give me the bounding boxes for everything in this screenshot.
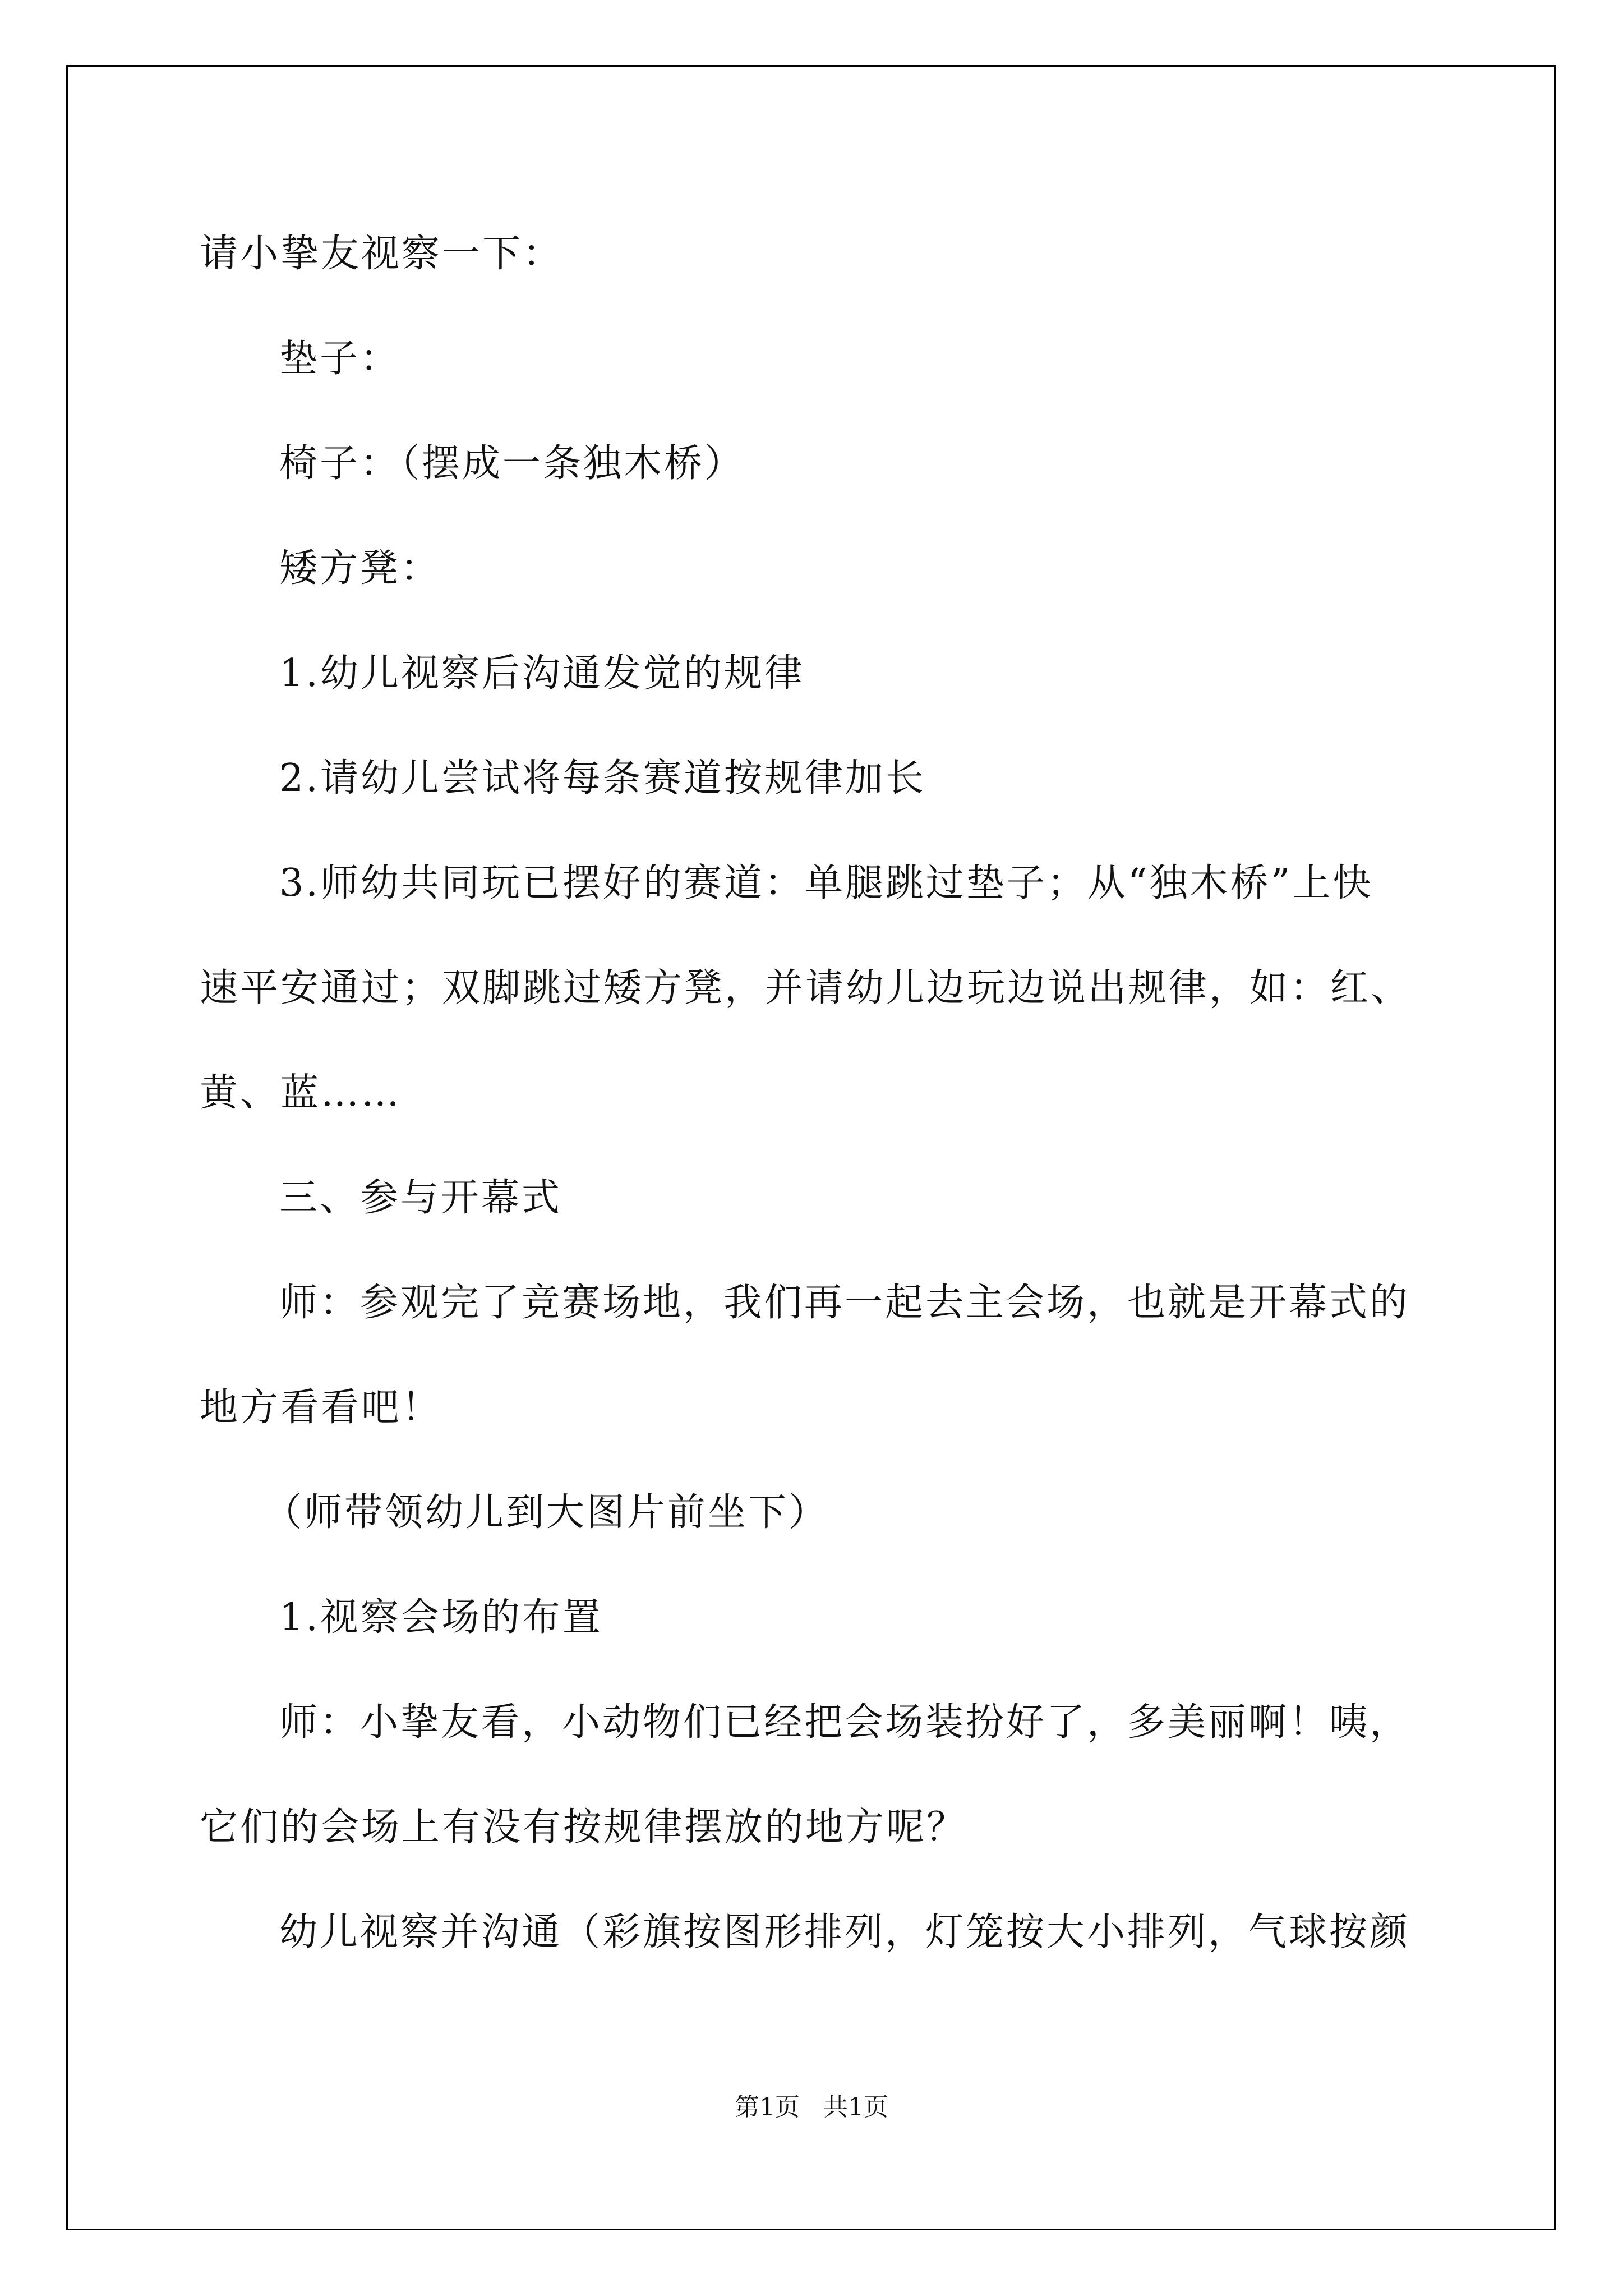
text-line-14: 1.视察会场的布置 <box>279 1595 603 1640</box>
text-line-6: 2.请幼儿尝试将每条赛道按规律加长 <box>279 756 926 800</box>
text-line-1: 请小挚友视察一下： <box>200 232 564 276</box>
text-line-5: 1.幼儿视察后沟通发觉的规律 <box>279 651 805 696</box>
text-line-17: 幼儿视察并沟通（彩旗按图形排列，灯笼按大小排列，气球按颜 <box>279 1910 1410 1954</box>
text-line-4: 矮方凳： <box>279 546 441 591</box>
text-line-9: 黄、蓝…… <box>200 1071 402 1115</box>
text-line-10: 三、参与开幕式 <box>279 1176 562 1220</box>
text-line-8: 速平安通过；双脚跳过矮方凳，并请幼儿边玩边说出规律，如：红、 <box>200 966 1412 1010</box>
text-line-3: 椅子：（摆成一条独木桥） <box>279 441 745 486</box>
page-footer: 第1页 共1页 <box>735 2093 888 2122</box>
text-line-2: 垫子： <box>279 337 401 381</box>
text-line-7: 3.师幼共同玩已摆好的赛道：单腿跳过垫子；从“独木桥”上快 <box>279 861 1373 905</box>
text-line-12: 地方看看吧！ <box>200 1386 442 1430</box>
text-line-11: 师：参观完了竞赛场地，我们再一起去主会场，也就是开幕式的 <box>279 1281 1410 1325</box>
text-line-16: 它们的会场上有没有按规律摆放的地方呢？ <box>200 1805 967 1849</box>
page-border <box>66 65 1556 2230</box>
text-line-13: （师带领幼儿到大图片前坐下） <box>264 1490 829 1535</box>
text-line-15: 师：小挚友看，小动物们已经把会场装扮好了，多美丽啊！咦， <box>279 1700 1410 1745</box>
